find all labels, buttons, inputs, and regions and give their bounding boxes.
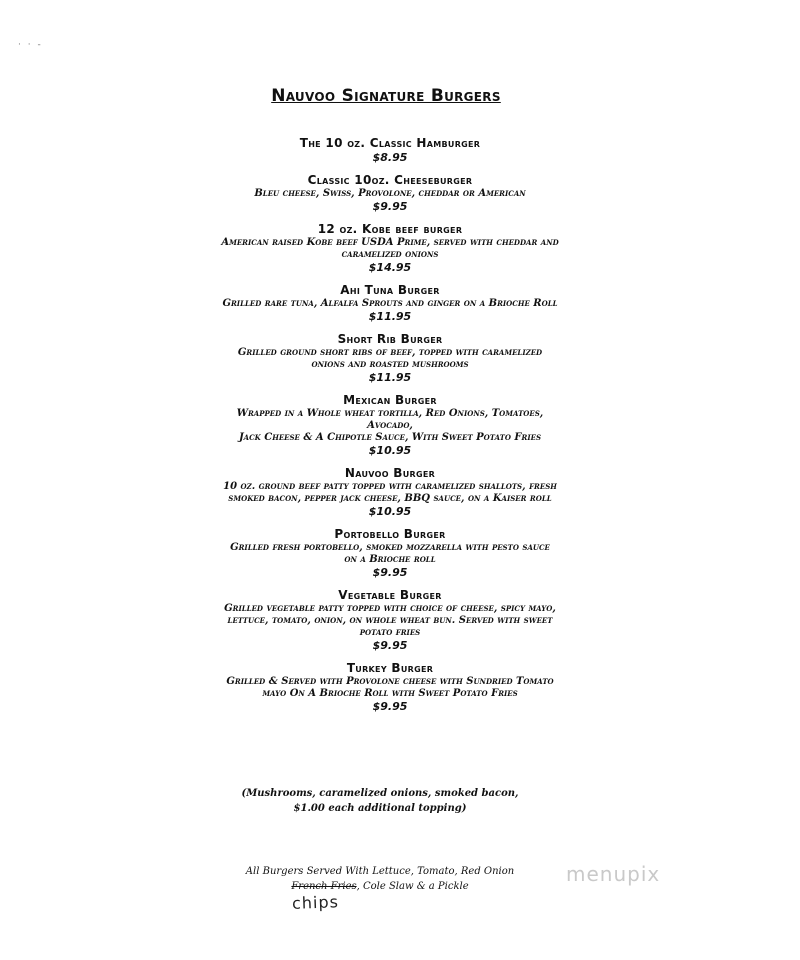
struck-french-fries: French Fries	[291, 881, 357, 892]
menu-item	[120, 332, 660, 384]
menu-item-name: Mexican Burger	[343, 393, 437, 407]
menu-item	[120, 173, 660, 213]
scan-artifact: · · ‐	[18, 40, 43, 50]
sides-line-2-rest: , Cole Slaw & a Pickle	[356, 881, 469, 892]
menu-item-name: Turkey Burger	[346, 661, 434, 675]
topping-note-line-1: (Mushrooms, caramelized onions, smoked bacon,	[241, 788, 519, 799]
menu-item-price: $9.95	[372, 200, 408, 213]
menu-item-description: American raised Kobe beef USDA Prime, served with cheddar and	[221, 237, 559, 248]
menu-item-name: Nauvoo Burger	[344, 466, 436, 480]
menu-item-description: Grilled vegetable patty topped with choice of cheese, spicy mayo,	[224, 603, 556, 614]
menu-item-price: $11.95	[368, 310, 412, 323]
menu-item-description: on a Brioche roll	[344, 554, 436, 565]
menu-item	[120, 588, 660, 652]
menu-item-description: lettuce, tomato, onion, on whole wheat bun. Served with sweet	[227, 615, 553, 626]
topping-note-line-2: $1.00 each additional topping)	[293, 803, 467, 814]
menu-item-name: Ahi Tuna Burger	[340, 283, 440, 297]
burger-sides-note	[200, 864, 560, 894]
menu-item-name: 12 oz. Kobe beef burger	[317, 222, 463, 236]
menu-item-description: onions and roasted mushrooms	[311, 359, 469, 370]
menu-item-description: mayo On A Brioche Roll with Sweet Potato Fries	[262, 688, 518, 699]
menu-item-description: Grilled rare tuna, Alfalfa Sprouts and ginger on a Brioche Roll	[222, 298, 558, 309]
menu-item-description: smoked bacon, pepper jack cheese, BBQ sauce, on a Kaiser roll	[228, 493, 552, 504]
menu-item-description: Jack Cheese & A Chipotle Sauce, With Sweet Potato Fries	[238, 432, 542, 443]
menu-items-list	[120, 136, 660, 722]
menu-item-description: Grilled & Served with Provolone cheese with Sundried Tomato	[226, 676, 554, 687]
menu-item	[120, 466, 660, 518]
menu-item-description: Grilled ground short ribs of beef, topped with caramelized	[237, 347, 543, 358]
menu-title: Nauvoo Signature Burgers	[271, 86, 501, 106]
menu-item-price: $14.95	[368, 261, 412, 274]
menu-item-name: The 10 oz. Classic Hamburger	[299, 136, 481, 150]
sides-line-1: All Burgers Served With Lettuce, Tomato, Red Onion	[245, 866, 515, 877]
menu-item-price: $9.95	[372, 639, 408, 652]
menu-item-price: $9.95	[372, 566, 408, 579]
menu-item-description: potato fries	[359, 627, 421, 638]
menu-item	[120, 283, 660, 323]
menu-item-description: Wrapped in a Whole wheat tortilla, Red Onions, Tomatoes,	[236, 408, 544, 419]
menu-item	[120, 661, 660, 713]
menu-item-name: Portobello Burger	[334, 527, 446, 541]
topping-note	[200, 786, 560, 816]
menu-item	[120, 222, 660, 274]
menu-item-description: Bleu cheese, Swiss, Provolone, cheddar or American	[254, 188, 526, 199]
menu-item	[120, 393, 660, 457]
handwritten-chips: chips	[291, 892, 340, 913]
menu-item-price: $8.95	[372, 151, 408, 164]
menu-item-name: Classic 10oz. Cheeseburger	[307, 173, 473, 187]
menu-item-description: Avocado,	[367, 420, 413, 431]
menu-item-price: $11.95	[368, 371, 412, 384]
sides-line-2	[200, 879, 560, 894]
menupix-watermark: menupix	[566, 862, 661, 886]
menu-item-description: 10 oz. ground beef patty topped with caramelized shallots, fresh	[223, 481, 557, 492]
menu-item-price: $9.95	[372, 700, 408, 713]
menu-item-name: Vegetable Burger	[338, 588, 442, 602]
menu-item-price: $10.95	[368, 444, 412, 457]
menu-item-price: $10.95	[368, 505, 412, 518]
menu-item	[120, 136, 660, 164]
menu-item-description: caramelized onions	[341, 249, 439, 260]
menu-item-description: Grilled fresh portobello, smoked mozzarella with pesto sauce	[230, 542, 550, 553]
menu-item	[120, 527, 660, 579]
menu-item-name: Short Rib Burger	[337, 332, 443, 346]
